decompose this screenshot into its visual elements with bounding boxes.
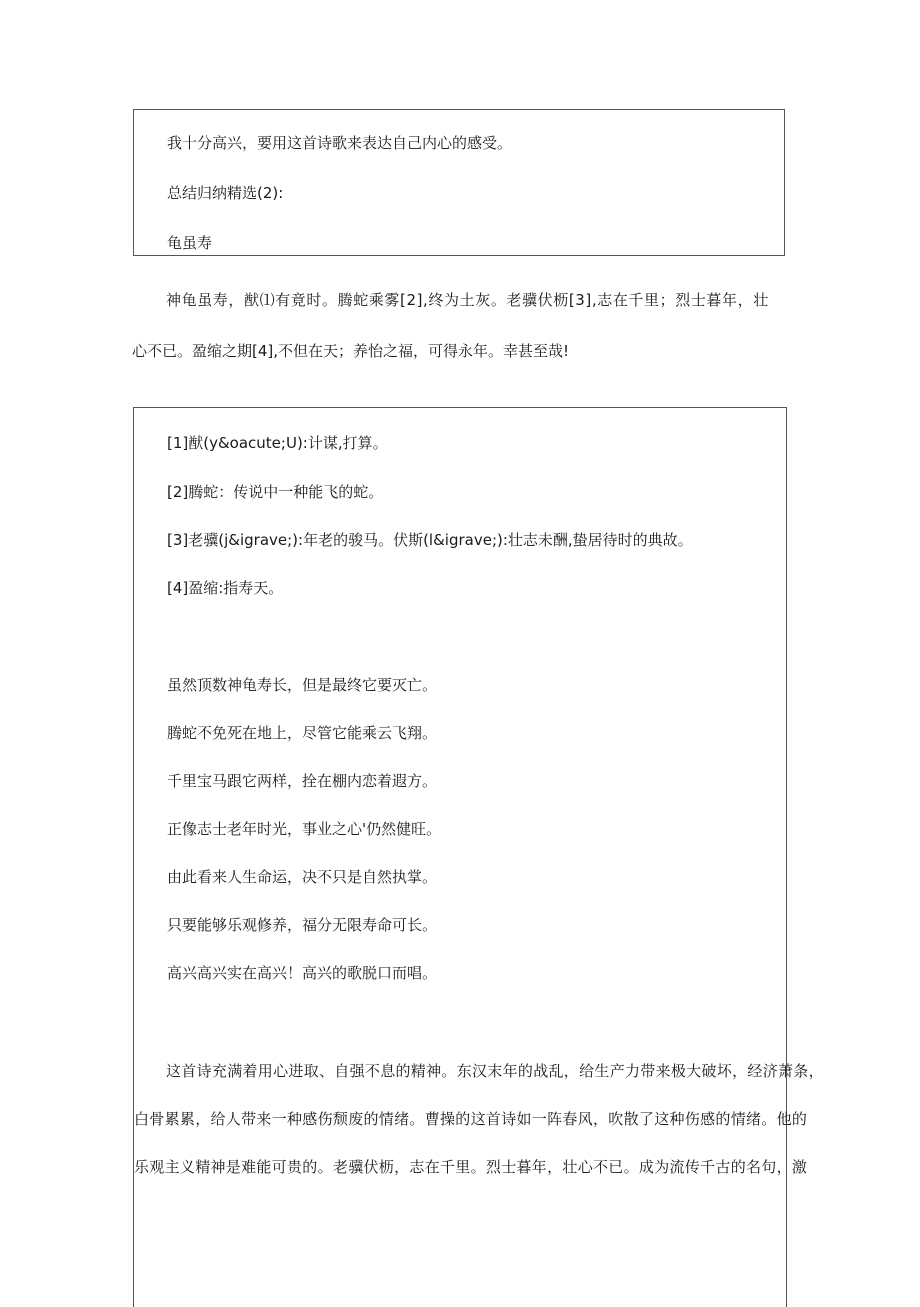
note-3: [3]老骥(j&igrave;):年老的骏马。伏斯(l&igrave;):壮志未酬,蛰居待时的典故。 <box>167 531 693 549</box>
translation-line: 高兴高兴实在高兴！高兴的歌脱口而唱。 <box>167 964 438 982</box>
analysis-line-2: 白骨累累，给人带来一种感伤颓废的情绪。曹操的这首诗如一阵春风，吹散了这种伤感的情绪。他的 <box>134 1110 808 1128</box>
note-4: [4]盈缩:指寿天。 <box>167 579 284 597</box>
intro-sentence: 我十分高兴，要用这首诗歌来表达自己内心的感受。 <box>167 134 513 152</box>
translation-line: 正像志士老年时光，事业之心'仍然健旺。 <box>167 820 442 838</box>
translation-line: 虽然顶数神龟寿长，但是最终它要灭亡。 <box>167 676 438 694</box>
note-2: [2]腾蛇：传说中一种能飞的蛇。 <box>167 483 384 501</box>
translation-line: 千里宝马跟它两样，拴在棚内恋着遐方。 <box>167 772 438 790</box>
analysis-line-3: 乐观主义精神是难能可贵的。老骥伏枥，志在千里。烈士暮年，壮心不已。成为流传千古的名句，激 <box>134 1158 808 1176</box>
note-1: [1]猷(y&oacute;U):计谋,打算。 <box>167 434 388 452</box>
translation-line: 由此看来人生命运，决不只是自然执掌。 <box>167 868 438 886</box>
analysis-line-1: 这首诗充满着用心进取、自强不息的精神。东汉末年的战乱，给生产力带来极大破坏，经济萧条， <box>166 1062 824 1080</box>
section-heading: 总结归纳精选(2): <box>167 184 284 202</box>
translation-line: 只要能够乐观修养，福分无限寿命可长。 <box>167 916 438 934</box>
poem-line-2: 心不已。盈缩之期[4],不但在天；养怡之福，可得永年。幸甚至哉! <box>132 342 570 360</box>
poem-line-1: 神龟虽寿，猷⑴有竟时。腾蛇乘雾[2],终为土灰。老骥伏枥[3],志在千里；烈士暮年，壮 <box>166 291 769 309</box>
poem-title: 龟虽寿 <box>167 234 213 252</box>
translation-line: 腾蛇不免死在地上，尽管它能乘云飞翔。 <box>167 724 438 742</box>
